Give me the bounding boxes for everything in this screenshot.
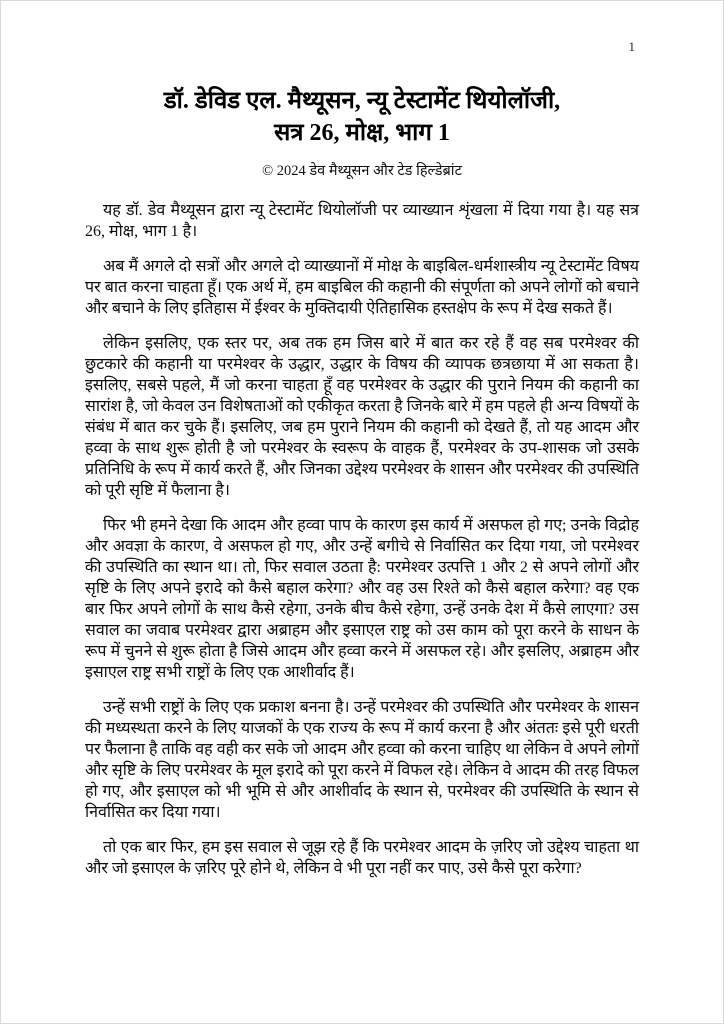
paragraph-3: लेकिन इसलिए, एक स्तर पर, अब तक हम जिस बारे में बात कर रहे हैं वह सब परमेश्वर की छुटकारे की कहानी या परमेश्वर के उद्धार, उद्धार के विषय की व्यापक छत्रछाया में आ सकता है। इसलिए, सबसे पहले, मैं जो करना चाहता हूँ वह परमेश्वर के उद्धार की पुराने नियम की कहानी का सारांश है, जो केवल उन विशेषताओं को एकीकृत करता है जिनके बारे में हम पहले ही अन्य विषयों के संबंध में बात कर चुके हैं। इसलिए, जब हम पुराने नियम की कहानी को देखते हैं, तो यह आदम और हव्वा के साथ शुरू होती है जो परमेश्वर के स्वरूप के वाहक हैं, परमेश्वर के उप-शासक जो उसके प्रतिनिधि के रूप में कार्य करते हैं, और जिनका उद्देश्य परमेश्वर के शासन और परमेश्वर की उपस्थिति को पूरी सृष्टि में फैलाना है।: [85, 334, 639, 499]
document-title: [85, 85, 639, 150]
title-line-2: सत्र 26, मोक्ष, भाग 1: [274, 120, 450, 147]
document-body: [85, 200, 639, 879]
paragraph-4: फिर भी हमने देखा कि आदम और हव्वा पाप के कारण इस कार्य में असफल हो गए; उनके विद्रोह और अवज्ञा के कारण, वे असफल हो गए, और उन्हें बगीचे से निर्वासित कर दिया गया, जो परमेश्वर की उपस्थिति का स्थान था। तो, फिर सवाल उठता है: परमेश्वर उत्पत्ति 1 और 2 से अपने लोगों और सृष्टि के लिए अपने इरादे को कैसे बहाल करेगा? और वह उस रिश्ते को कैसे बहाल करेगा? वह एक बार फिर अपने लोगों के साथ कैसे रहेगा, उनके बीच कैसे रहेगा, उन्हें उनके देश में कैसे लाएगा? उस सवाल का जवाब परमेश्वर द्वारा अब्राहम और इसाएल राष्ट्र को उस काम को पूरा करने के साधन के रूप में चुनने से शुरू होता है जिसे आदम और हव्वा करने में असफल रहे। और इसलिए, अब्राहम और इसाएल राष्ट्र सभी राष्ट्रों के लिए एक आशीर्वाद हैं।: [85, 516, 639, 681]
paragraph-1: यह डॉ. डेव मैथ्यूसन द्वारा न्यू टेस्टामेंट थियोलॉजी पर व्याख्यान शृंखला में दिया गया है। यह सत्र 26, मोक्ष, भाग 1 है।: [85, 201, 639, 240]
paragraph-2: अब मैं अगले दो सत्रों और अगले दो व्याख्यानों में मोक्ष के बाइबिल-धर्मशास्त्रीय न्यू टेस्टामेंट विषय पर बात करना चाहता हूँ। एक अर्थ में, हम बाइबिल की कहानी की संपूर्णता को अपने लोगों को बचाने और बचाने के लिए इतिहास में ईश्वर के मुक्तिदायी ऐतिहासिक हस्तक्षेप के रूप में देख सकते हैं।: [85, 257, 639, 317]
paragraph-5: उन्हें सभी राष्ट्रों के लिए एक प्रकाश बनना है। उन्हें परमेश्वर की उपस्थिति और परमेश्वर के शासन की मध्यस्थता करने के लिए याजकों के एक राज्य के रूप में कार्य करना है और अंततः इसे पूरी धरती पर फैलाना है ताकि वह वही कर सके जो आदम और हव्वा को करना चाहिए था लेकिन वे अपने लोगों और सृष्टि के लिए परमेश्वर के मूल इरादे को पूरा करने में विफल रहे। लेकिन वे आदम की तरह विफल हो गए, और इसाएल को भी भूमि से और आशीर्वाद के स्थान से, परमेश्वर की उपस्थिति के स्थान से निर्वासित कर दिया गया।: [85, 698, 639, 821]
title-line-1: डॉ. डेविड एल. मैथ्यूसन, न्यू टेस्टामेंट थियोलॉजी,: [163, 88, 561, 114]
paragraph-6: तो एक बार फिर, हम इस सवाल से जूझ रहे हैं कि परमेश्वर आदम के ज़रिए जो उद्देश्य चाहता था और जो इसाएल के ज़रिए पूरे होने थे, लेकिन वे भी पूरा नहीं कर पाए, उसे कैसे पूरा करेगा?: [85, 838, 639, 877]
page-number: 1: [628, 39, 635, 54]
copyright-line: © 2024 डेव मैथ्यूसन और टेड हिल्डेब्रांट: [262, 162, 462, 179]
